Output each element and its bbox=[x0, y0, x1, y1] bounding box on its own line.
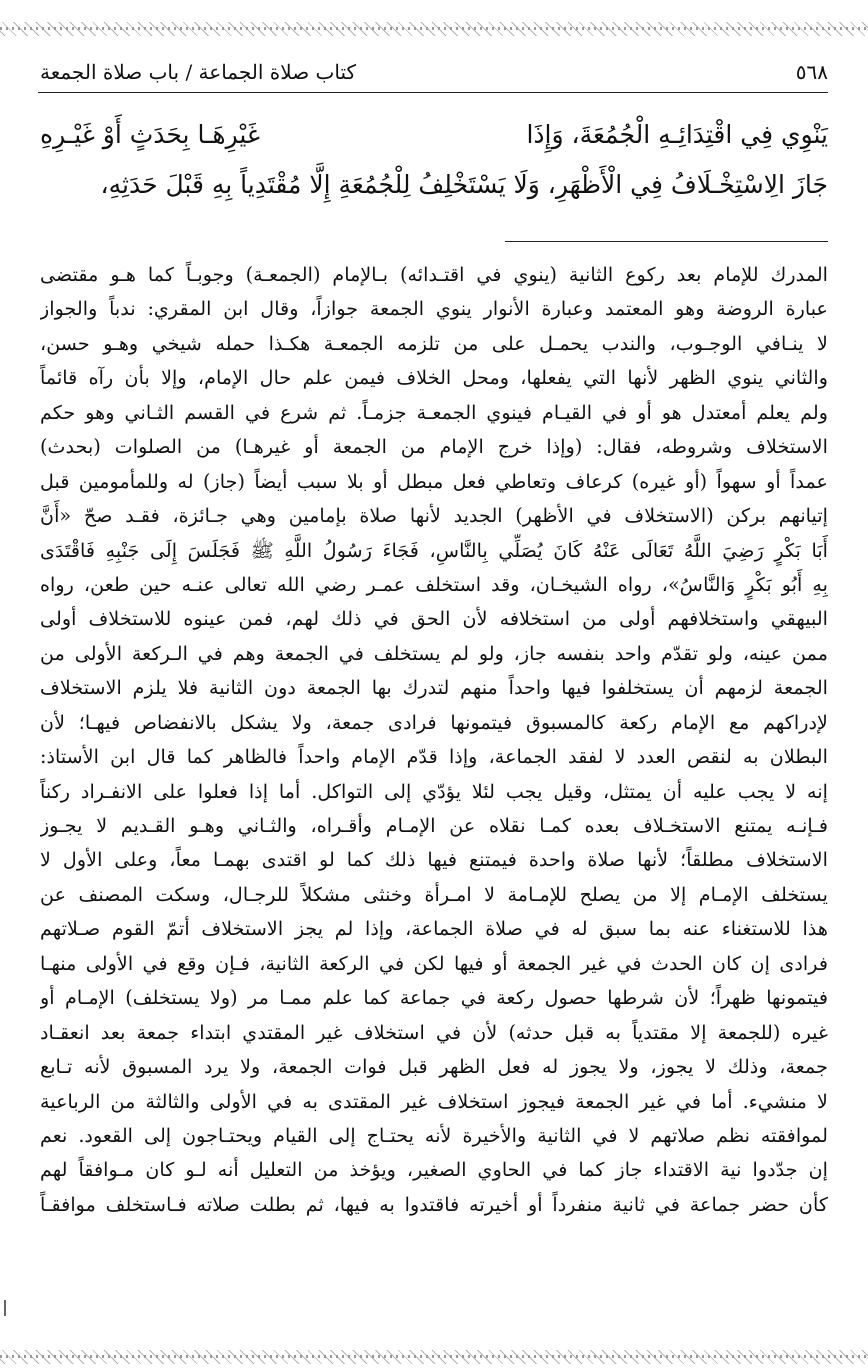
body-line: لإدراكهم مع الإمام ركعة كالمسبوق فيتمونها فرادى جمعة، ولا يشكل بالانفضاص فيهـا؛ لأن bbox=[40, 710, 828, 734]
body-line: بِهِ أَبُو بَكْرٍ وَالنَّاسُ»، رواه الشيخـان، وقد استخلف عمـر رضي الله تعالى عنـه حين طعن، رواه bbox=[40, 572, 828, 596]
body-line: كأن حضر جماعة في ثانية منفرداً أو أخيرته فاقتدوا به فيها، ثم بطلت صلاته فـاستخلف موافقـاً bbox=[40, 1192, 828, 1216]
body-line: فـإنـه يمتنع الاستخـلاف بعده كمـا نقلاه عن الإمـام وأقـراه، والثـاني وهـو القـديم لا يجـوز bbox=[40, 814, 828, 837]
body-line: غيره (للجمعة إلا مقتدياً به قبل حدثه) لأن في استخلاف غير المقتدي ابتداء جمعة بعد انعقـاد bbox=[40, 1020, 828, 1044]
body-line: المدرك للإمام بعد ركوع الثانية (ينوي في اقتـدائه) بـالإمام (الجمعـة) وجوبـاً كما هـو مقتضى bbox=[40, 263, 828, 286]
body-line: إن جدّدوا نية الاقتداء جاز كما في الحاوي الصغير، ويؤخذ من التعليل أنه لـو كان مـوافقاً لهم bbox=[40, 1158, 828, 1182]
body-line: ولم يعلم أمعتدل هو أو في القيـام فينوي الجمعـة جزمـاً. ثم شرع في القسم الثـاني وهو حكم bbox=[40, 400, 828, 424]
body-line: عمداً أو سهواً (أو غيره) كرعاف وتعاطي فعل مبطل أو بلا سبب أيضاً (جاز) له وللمأمومين قبل bbox=[40, 469, 828, 493]
body-line: الاستخلاف مطلقاً؛ لأنها صلاة واحدة فيمتنع فيها ذلك كما لو اقتدى بهمـا معاً، وعلى الأول لا bbox=[40, 848, 828, 872]
body-line: ممن عينه، ولو تقدّم واحد بنفسه جاز، ولو لم يستخلف في الجمعة وهم في الـركعة الأولى من bbox=[40, 641, 828, 665]
body-line: إنه لا يجب عليه أن يمتثل، وقيل يجب لئلا يؤدّي إلى التواكل. أما إذا فعلوا على الانفـراد ركناً bbox=[40, 779, 828, 803]
body-line: عبارة الروضة وهو المعتمد وعبارة الأنوار ينوي الجمعة جوازاً، وقال ابن المقري: ندباً والجواز bbox=[40, 297, 828, 321]
body-line: يستخلف الإمـام إلا من يصلح للإمـامة لا امـرأة وخنثى مشكلاً للرجـال، وسكت المصنف عن bbox=[40, 882, 828, 906]
matn-line-1-right: يَنْوِي فِي اقْتِدَائِـهِ الْجُمُعَةَ، وَإِذَا bbox=[526, 120, 828, 149]
running-title: كتاب صلاة الجماعة / باب صلاة الجمعة bbox=[40, 60, 357, 84]
body-line: البطلان به لنقص العدد لا لفقد الجماعة، وإذا قدّم الإمام واحداً فالظاهر كما قال ابن الأستاذ: bbox=[40, 745, 828, 769]
bottom-ornamental-border bbox=[0, 1350, 868, 1364]
body-line: لموافقته نظم صلاتهم لا في الثانية والأخيرة لأنه يحتـاج إلى القيام ويحتـاجون إلى القعود. نعم bbox=[40, 1123, 828, 1147]
body-line: لا ينـافي الوجـوب، والندب يحمـل على من تلزمه الجمعـة هكـذا حمله شيخي وهـو حسن، bbox=[40, 331, 828, 355]
matn-text bbox=[40, 110, 828, 210]
body-line: الجمعة لزمهم أن يستخلفوا فيها واحداً منهم لتدرك بها الجمعة دون الثانية فلا يلزم الاستخلاف bbox=[40, 676, 828, 700]
body-line: إتيانهم بركن (الاستخلاف في الأظهر) الجديد لأنها صلاة بإمامين وهي جـائزة، فقـد صحّ «أَنَّ bbox=[40, 504, 828, 528]
body-line: فيتمونها ظهراً؛ لأن شرطها حصول ركعة في جماعة كما علم ممـا مر (ولا يستخلف) الإمـام أو bbox=[40, 986, 828, 1010]
body-line: هذا للاستغناء عنه بما سبق له في صلاة الجماعة، وإذا لم يجز الاستخلاف أتمّ القوم صـلاتهم bbox=[40, 917, 828, 941]
body-line: جمعة، وذلك لا يجوز، ولا يجوز له فعل الظهر قبل فوات الجمعة، ولا يرد المسبوق لأنه تـابع bbox=[40, 1055, 828, 1079]
running-header bbox=[40, 52, 828, 92]
separator-rule bbox=[505, 241, 828, 242]
body-line: أَبَا بَكْرٍ رَضِيَ اللَّهُ تَعَالَى عَنْهُ كَانَ يُصَلِّي بِالنَّاسِ، فَجَاءَ رَسُولُ اللَّهِ ﷺ فَجَلَسَ إِلَى جَنْبِهِ فَاقْتَدَى bbox=[40, 538, 828, 562]
body-line: لا منشيء. أما في غير الجمعة فيجوز استخلاف غير المقتدى به في الأولى والثالثة من الرباعية bbox=[40, 1089, 828, 1113]
matn-line: جَازَ الِاسْتِخْـلَافُ فِي الْأَظْهَرِ، وَلَا يَسْتَخْلِفُ لِلْجُمُعَةِ إِلَّا مُقْتَدِياً بِهِ قَبْلَ حَدَثِهِ، bbox=[100, 170, 828, 199]
matn-line bbox=[40, 110, 828, 160]
body-line: والثاني ينوي الظهر لأنها التي يفعلها، ومحل الخلاف فيمن علم حال الإمام، وإلا بأن رآه قائماً bbox=[40, 366, 828, 390]
matn-line-1-left: غَيْرِهَـا بِحَدَثٍ أَوْ غَيْـرِهِ bbox=[40, 120, 260, 149]
top-ornamental-border bbox=[0, 22, 868, 36]
commentary-text bbox=[40, 258, 828, 1222]
page-number: ٥٦٨ bbox=[795, 60, 828, 84]
body-line: البيهقي واستخلافهم أولى من استخلافه لأن الحق في ذلك لهم، فمن عينوه للاستخلاف أولى bbox=[40, 607, 828, 631]
body-line: فرادى إن كان الحدث في غير الجمعة أو فيها لكن في الركعة الثانية، فـإن وقع في الأولى منهـا bbox=[40, 951, 828, 975]
header-rule bbox=[38, 92, 828, 93]
body-line: الاستخلاف وشروطه، فقال: (وإذا خرج الإمام من الجمعة أو غيرهـا) من الصلوات (بحدث) bbox=[40, 435, 828, 459]
margin-mark bbox=[4, 1300, 6, 1316]
